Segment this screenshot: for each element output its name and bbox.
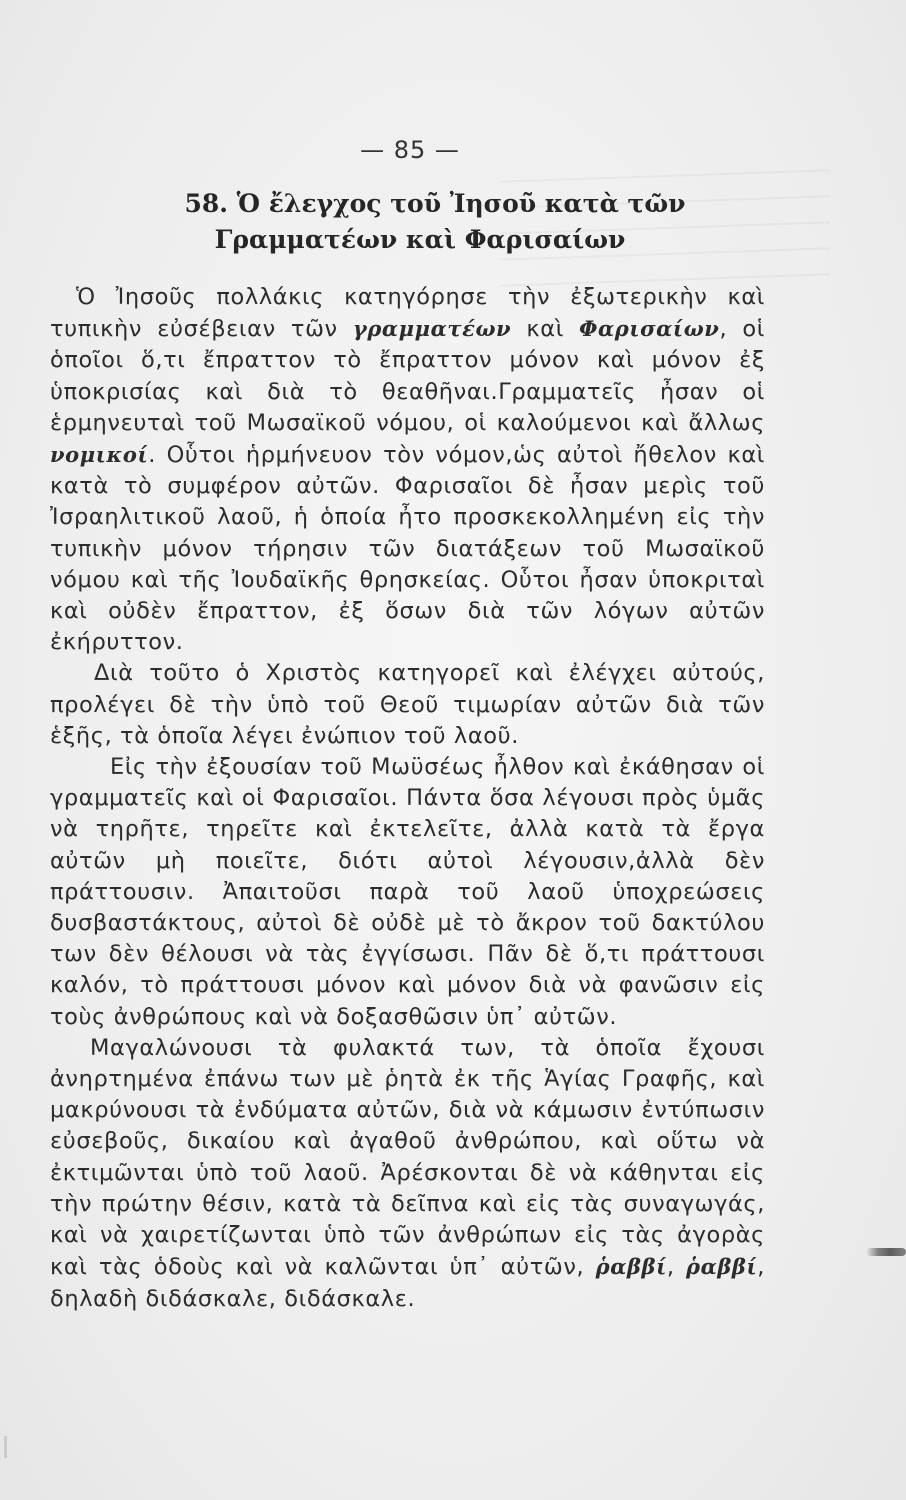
term-nomikoi: νομικοί [50, 442, 149, 468]
scan-artifact-mark [866, 1248, 906, 1256]
paragraph-4-text-a: Μαγαλώνουσι τὰ φυλακτά των, τὰ ὁποῖα ἔχουσι ἀνηρτημένα ἐπάνω των μὲ ῥητὰ ἐκ τῆς Ἁγίας Γραφῆς, καὶ μακρύνουσι τὰ ἐνδύματα αὐτῶν, διὰ νὰ κάμωσιν ἐντύπωσιν εὐσεβοῦς, δικαίου καὶ ἀγαθοῦ ἀνθρώπου, καὶ οὕτω νὰ ἐκτιμῶνται ὑπὸ τοῦ λαοῦ. Ἀρέσκονται δὲ νὰ κάθηνται εἰς τὴν πρώτην θέσιν, κατὰ τὰ δεῖπνα καὶ εἰς τὰς συναγωγάς, καὶ νὰ χαιρετίζωνται ὑπὸ τῶν ἀνθρώπων εἰς τὰς ἀγορὰς καὶ τὰς ὁδοὺς καὶ νὰ καλῶνται ὑπ᾽ αὐτῶν, [50, 1034, 765, 1281]
paragraph-4-text-c: , [666, 1254, 687, 1281]
body-text [50, 282, 765, 1315]
paragraph-1-text-g: . Οὗτοι ἡρμήνευον τὸν νόμον,ὡς αὐτοὶ ἤθελον καὶ κατὰ τὸ συμφέρον αὐτῶν. Φαρισαῖοι δὲ ἦσαν μερὶς τοῦ Ἰσραηλιτικοῦ λαοῦ, ἡ ὁποία ἦτο προσκεκολλημένη εἰς τὴν τυπικὴν μόνον τήρησιν τῶν διατάξεων τοῦ Μωσαϊκοῦ νόμου καὶ τῆς Ἰουδαϊκῆς θρησκείας. Οὗτοι ἦσαν ὑποκριταὶ καὶ οὐδὲν ἔπραττον, ἐξ ὅσων διὰ τῶν λόγων αὐτῶν ἐκήρυττον. [50, 442, 765, 656]
heading-line-2: Γραμματέων καὶ Φαρισαίων [214, 225, 626, 254]
term-rabbi-1: ῥαββί [595, 1254, 667, 1280]
term-grammateon: γραμματέων [352, 316, 512, 342]
term-farisaion: Φαρισαίων [579, 316, 720, 342]
paragraph-1-text-e: , οἱ ὁποῖοι ὅ,τι ἔπραττον τὸ ἔπραττον μόνον καὶ μόνον ἐξ ὑποκρισίας καὶ διὰ τὸ θεαθῆναι.Γραμματεῖς ἦσαν οἱ ἑρμηνευταὶ τοῦ Μωσαϊκοῦ νόμου, οἱ καλούμενοι καὶ ἄλλως [50, 316, 765, 436]
page-number: — 85 — [360, 136, 460, 164]
paragraph-4 [50, 1033, 765, 1315]
paragraph-2: Διὰ τοῦτο ὁ Χριστὸς κατηγορεῖ καὶ ἐλέγχει αὐτούς, προλέγει δὲ τὴν ὑπὸ τοῦ Θεοῦ τιμωρίαν αὐτῶν διὰ τῶν ἑξῆς, τὰ ὁποῖα λέγει ἐνώπιον τοῦ λαοῦ. [50, 660, 765, 749]
paragraph-4-text-e: , δηλαδὴ διδάσκαλε, διδάσκαλε. [50, 1254, 765, 1312]
paragraph-1-text-a: Ὁ Ἰησοῦς πολλάκις κατηγόρησε τὴν ἐξωτερικὴν καὶ τυπικὴν εὐσέβειαν τῶν [50, 284, 765, 343]
paragraph-1 [50, 282, 765, 658]
heading-line-1: 58. Ὁ ἔλεγχος τοῦ Ἰησοῦ κατὰ τῶν [184, 189, 686, 218]
term-rabbi-2: ῥαββί [686, 1254, 758, 1280]
paragraph-1-text-c: καὶ [511, 316, 580, 343]
section-heading [0, 186, 840, 258]
paragraph-3: Εἰς τὴν ἐξουσίαν τοῦ Μωϋσέως ἦλθον καὶ ἐκάθησαν οἱ γραμματεῖς καὶ οἱ Φαρισαῖοι. Πάντα ὅσα λέγουσι πρὸς ὑμᾶς νὰ τηρῆτε, τηρεῖτε καὶ ἐκτελεῖτε, ἀλλὰ κατὰ τὰ ἔργα αὐτῶν μὴ ποιεῖτε, διότι αὐτοὶ λέγουσιν,ἀλλὰ δὲν πράττουσιν. Ἀπαιτοῦσι παρὰ τοῦ λαοῦ ὑποχρεώσεις δυσβαστάκτους, αὐτοὶ δὲ οὐδὲ μὲ τὸ ἄκρον τοῦ δακτύλου των δὲν θέλουσι νὰ τὰς ἐγγίσωσι. Πᾶν δὲ ὅ,τι πράττουσι καλόν, τὸ πράττουσι μόνον καὶ μόνον διὰ νὰ φανῶσιν εἰς τοὺς ἀνθρώπους καὶ νὰ δοξασθῶσιν ὑπ᾽ αὐτῶν. [50, 754, 765, 1030]
scan-artifact-line [4, 1436, 7, 1458]
